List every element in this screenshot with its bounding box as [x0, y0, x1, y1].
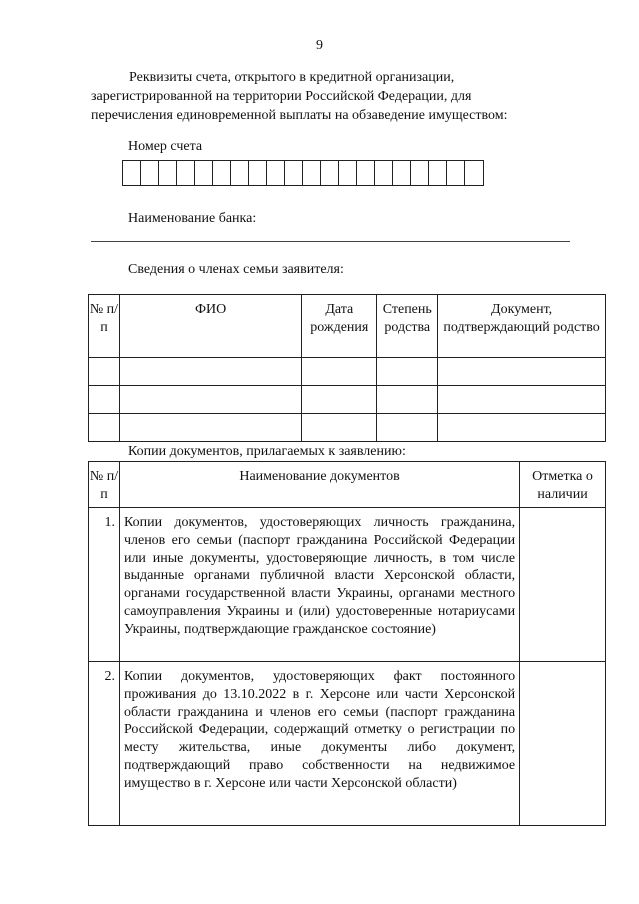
family-cell [89, 414, 120, 442]
page-number: 9 [316, 38, 323, 53]
family-cell [119, 414, 301, 442]
account-number-cell[interactable] [393, 161, 411, 185]
account-number-cell[interactable] [159, 161, 177, 185]
docs-col-mark: Отметка о наличии [520, 462, 606, 508]
family-table-header [89, 295, 606, 358]
family-cell [89, 386, 120, 414]
account-number-cell[interactable] [231, 161, 249, 185]
intro-line-3: перечисления единовременной выплаты на обзаведение имуществом: [91, 108, 508, 123]
family-members-table [88, 294, 606, 442]
family-cell [438, 414, 606, 442]
account-number-cell[interactable] [429, 161, 447, 185]
docs-row-text: Копии документов, удостоверяющих личность гражданина, членов его семьи (паспорт гражданина Российской Федерации или иные документы, удостоверяющие личность, в том числе выданные органами публичной власти Херсонской области, органами государственной власти Украины, органами местного самоуправления Украины и (или) удостоверенные нотариусами Украины, подтверждающие гражданское состояние) [119, 508, 519, 662]
family-cell [302, 358, 377, 386]
docs-col-number: № п/п [89, 462, 120, 508]
family-table-row [89, 414, 606, 442]
family-cell [119, 386, 301, 414]
account-number-cell[interactable] [411, 161, 429, 185]
bank-name-line [91, 241, 570, 242]
docs-row-number: 1. [89, 508, 120, 662]
family-members-label: Сведения о членах семьи заявителя: [128, 262, 344, 277]
family-cell [438, 386, 606, 414]
account-number-cell[interactable] [465, 161, 483, 185]
docs-row-number: 2. [89, 662, 120, 826]
account-number-cell[interactable] [195, 161, 213, 185]
account-number-cell[interactable] [267, 161, 285, 185]
family-table-row [89, 386, 606, 414]
attached-documents-table [88, 461, 606, 826]
account-number-cell[interactable] [303, 161, 321, 185]
account-number-cell[interactable] [447, 161, 465, 185]
family-cell [119, 358, 301, 386]
intro-paragraph [91, 68, 571, 125]
family-col-fio: ФИО [119, 295, 301, 358]
docs-row-text: Копии документов, удостоверяющих факт постоянного проживания до 13.10.2022 в г. Херсоне или части Херсонской области гражданина и членов его семьи (паспорт гражданина Российской Федерации, содержащий отметку о регистрации по месту жительства, иные документы либо документ, подтверждающий право собственности на недвижимое имущество в г. Херсоне или части Херсонской области) [119, 662, 519, 826]
family-cell [377, 414, 438, 442]
account-number-cell[interactable] [285, 161, 303, 185]
bank-name-label: Наименование банка: [128, 211, 257, 226]
family-col-document: Документ, подтверждающий родство [438, 295, 606, 358]
intro-line-1: Реквизиты счета, открытого в кредитной организации, [129, 70, 455, 85]
docs-col-name: Наименование документов [119, 462, 519, 508]
account-number-label: Номер счета [128, 139, 203, 154]
account-number-cell[interactable] [123, 161, 141, 185]
account-number-grid [122, 160, 484, 186]
account-number-cell[interactable] [141, 161, 159, 185]
docs-table-row [89, 508, 606, 662]
family-cell [438, 358, 606, 386]
attached-documents-label: Копии документов, прилагаемых к заявлению: [128, 444, 406, 459]
docs-row-mark [520, 508, 606, 662]
family-table-row [89, 358, 606, 386]
account-number-cell[interactable] [177, 161, 195, 185]
family-col-number: № п/п [89, 295, 120, 358]
intro-line-2: зарегистрированной на территории Российской Федерации, для [91, 89, 472, 104]
account-number-cell[interactable] [321, 161, 339, 185]
account-number-cell[interactable] [357, 161, 375, 185]
family-cell [302, 386, 377, 414]
docs-table-header [89, 462, 606, 508]
account-number-cell[interactable] [339, 161, 357, 185]
docs-row-mark [520, 662, 606, 826]
family-col-relation: Степень родства [377, 295, 438, 358]
family-cell [377, 358, 438, 386]
family-cell [89, 358, 120, 386]
family-col-birthdate: Дата рождения [302, 295, 377, 358]
account-number-cell[interactable] [249, 161, 267, 185]
account-number-cell[interactable] [375, 161, 393, 185]
family-cell [302, 414, 377, 442]
family-cell [377, 386, 438, 414]
account-number-cell[interactable] [213, 161, 231, 185]
docs-table-row [89, 662, 606, 826]
